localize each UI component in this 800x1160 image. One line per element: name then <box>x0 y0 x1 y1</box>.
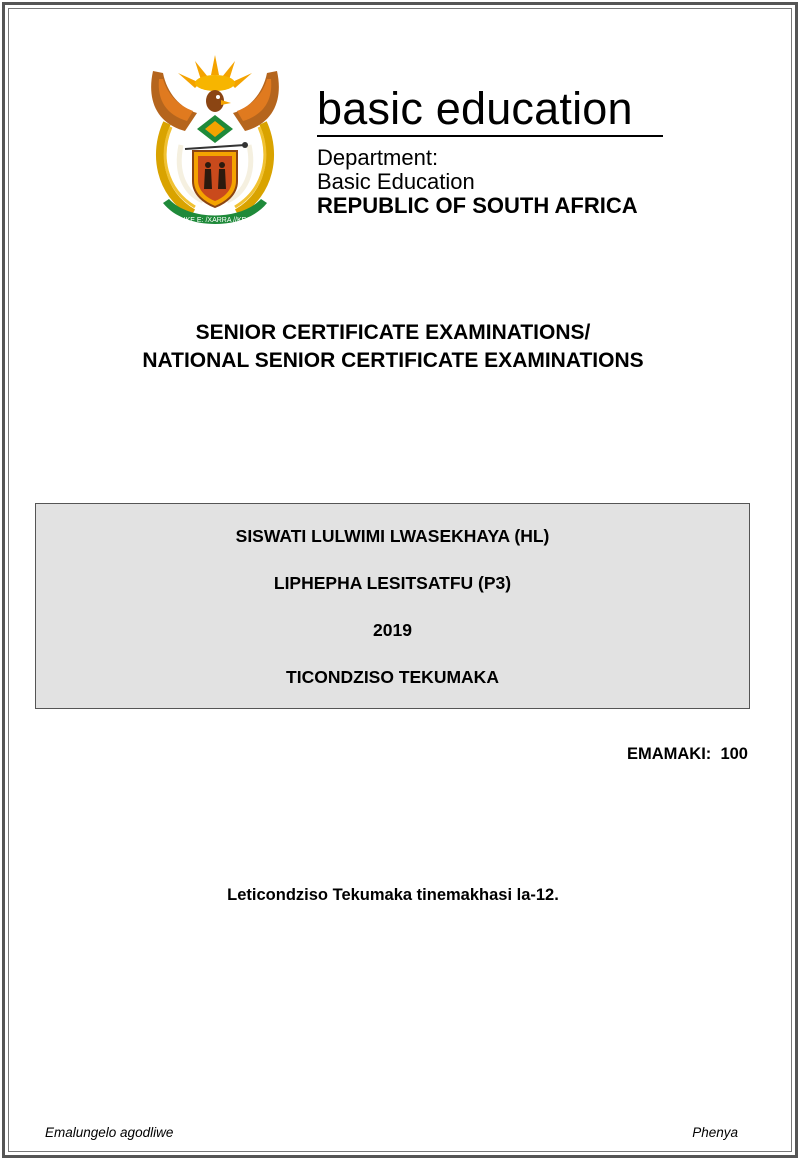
exam-title-line1: SENIOR CERTIFICATE EXAMINATIONS/ <box>195 321 591 344</box>
coat-of-arms-motto: !KE E: /XARRA //KE <box>183 217 247 224</box>
exam-year: 2019 <box>373 620 412 640</box>
brand-divider <box>317 135 663 137</box>
document-type: TICONDZISO TEKUMAKA <box>286 667 499 687</box>
department-name: Basic Education <box>317 169 475 194</box>
exam-title <box>0 319 786 375</box>
exam-title-line2: NATIONAL SENIOR CERTIFICATE EXAMINATIONS <box>142 349 644 372</box>
department-label: Department: <box>317 145 439 170</box>
coat-of-arms-logo <box>145 53 285 231</box>
paper-number: LIPHEPHA LESITSATFU (P3) <box>273 573 512 593</box>
subject-name: SISWATI LULWIMI LWASEKHAYA (HL) <box>235 526 550 546</box>
copyright-footer: Emalungelo agodliwe <box>45 1125 174 1140</box>
paper-info-box <box>35 503 750 709</box>
turn-over-footer: Phenya <box>692 1125 738 1140</box>
department-branding <box>317 85 663 218</box>
country-name: REPUBLIC OF SOUTH AFRICA <box>317 193 638 218</box>
brand-title: basic education <box>317 83 633 134</box>
total-marks: EMAMAKI: 100 <box>626 745 748 763</box>
page-count-note: Leticondziso Tekumaka tinemakhasi la-12. <box>227 886 559 904</box>
